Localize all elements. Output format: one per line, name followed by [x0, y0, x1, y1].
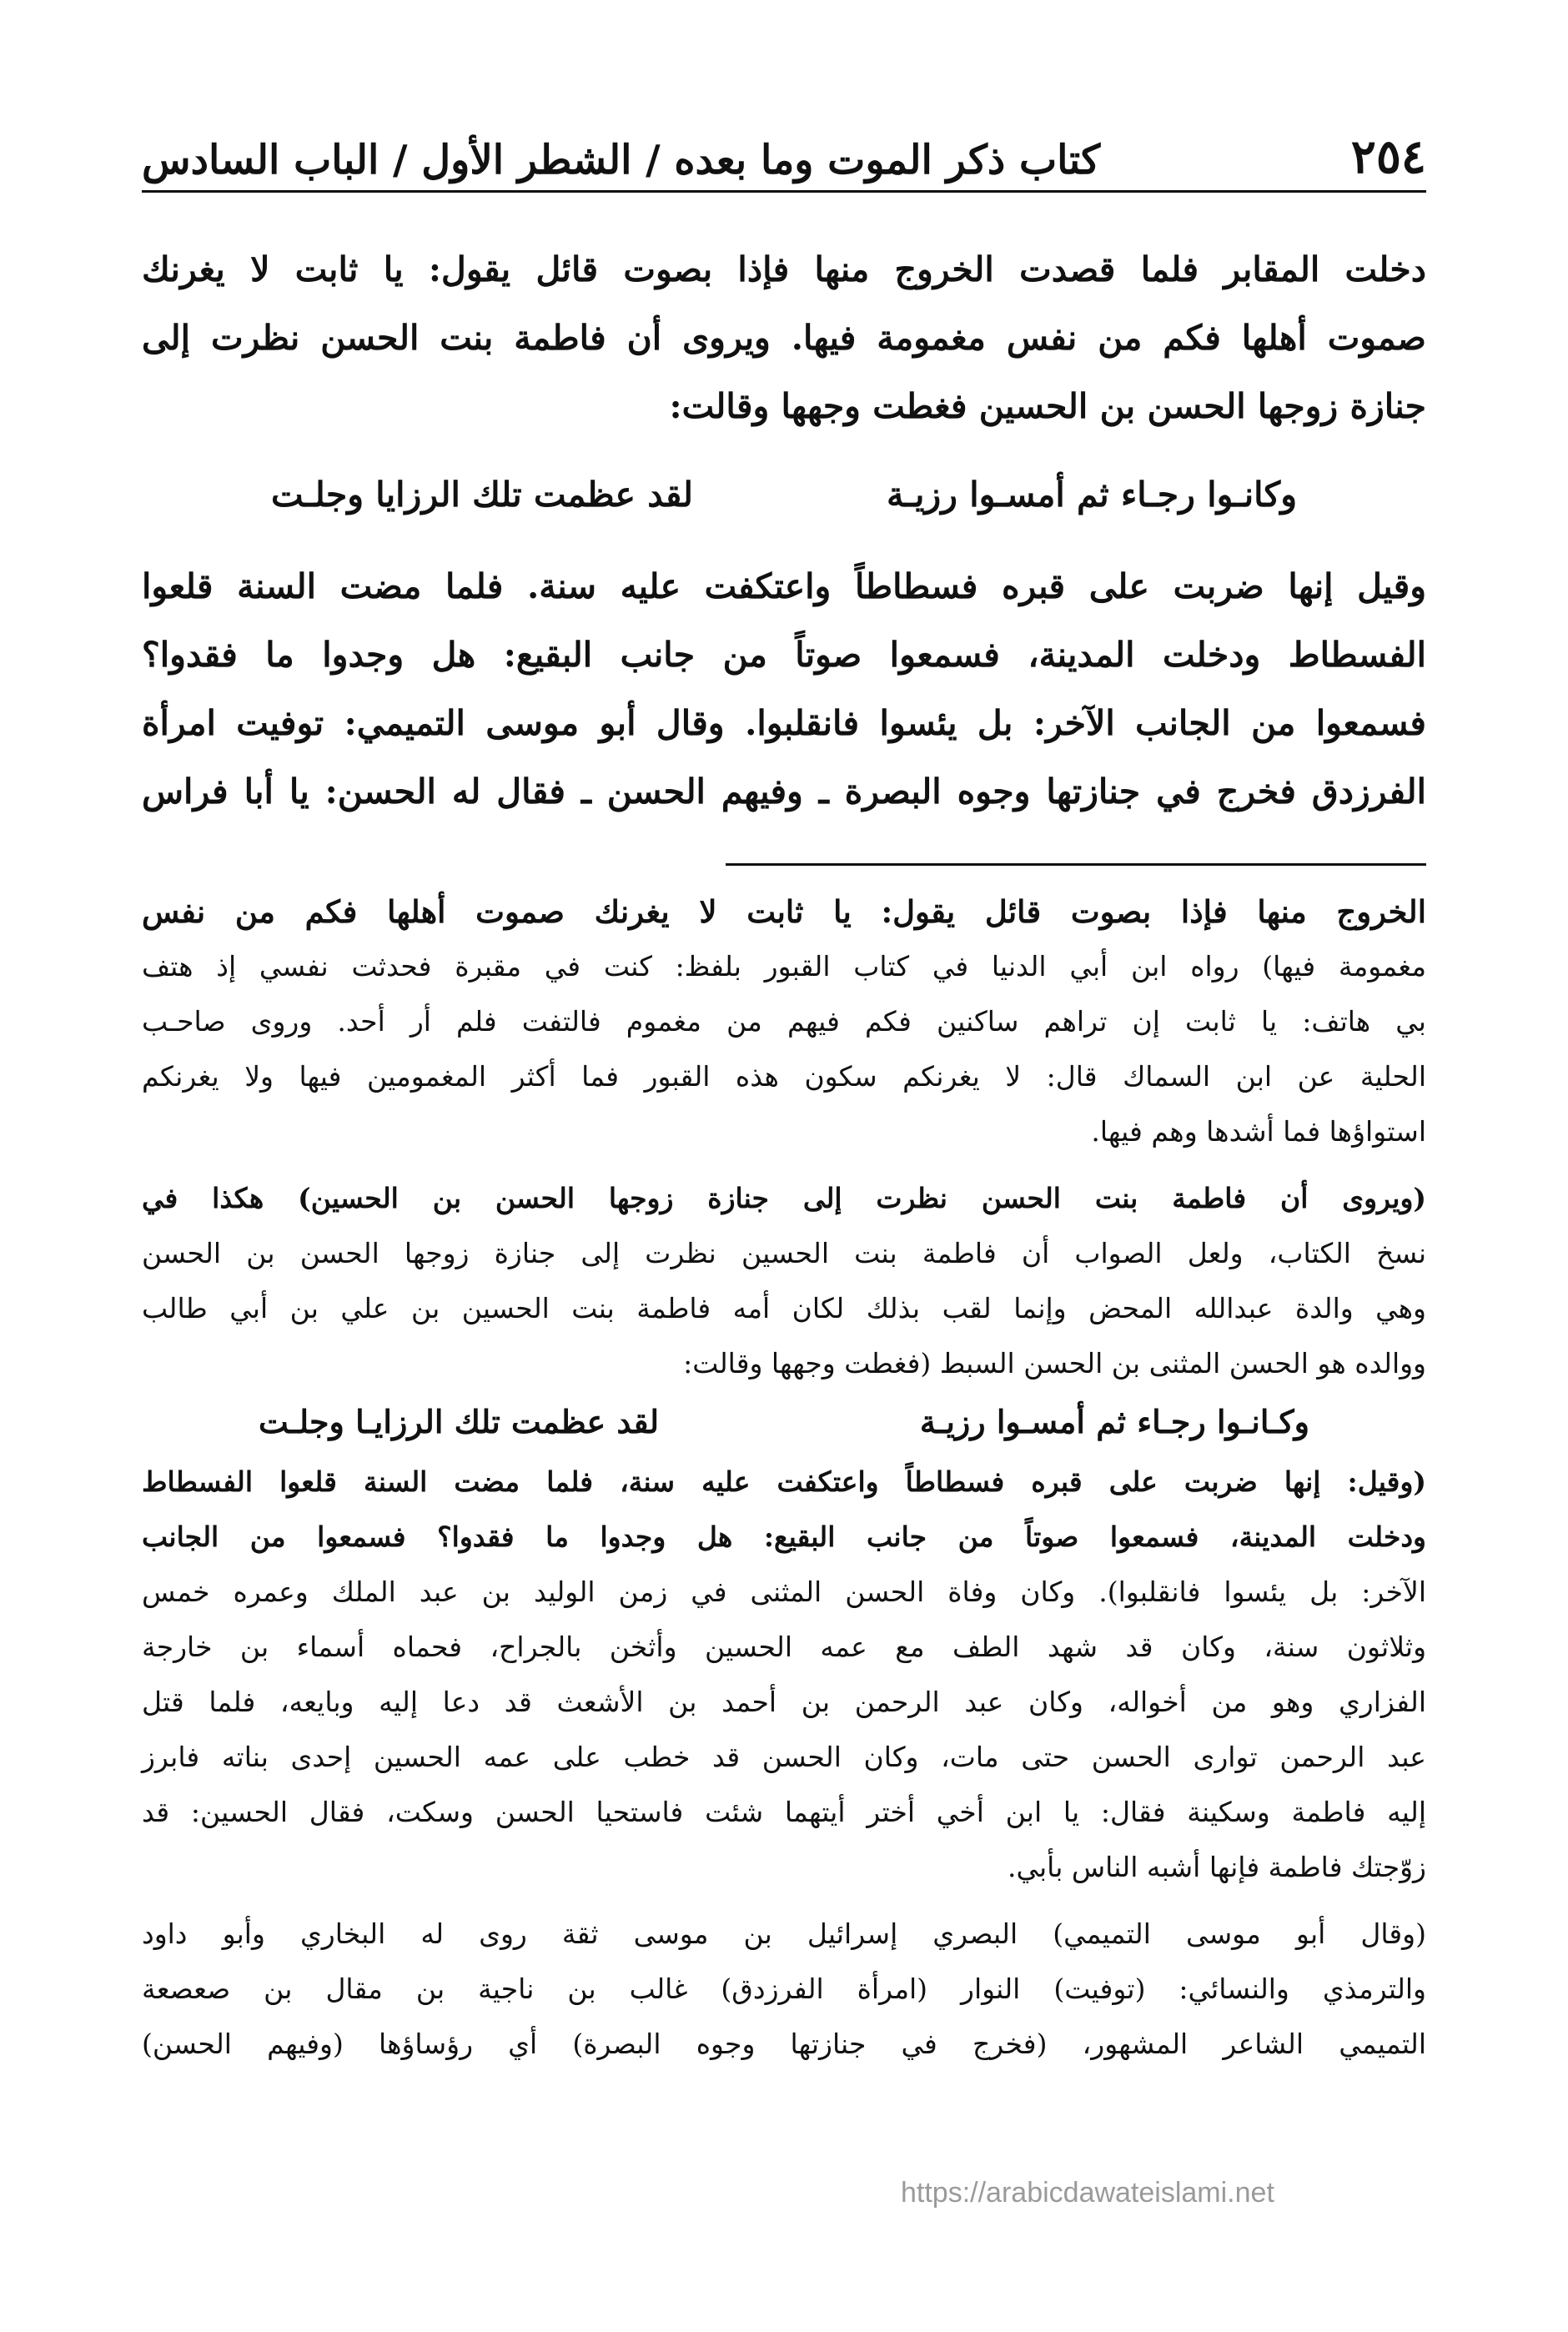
- main-paragraph-2: [142, 552, 1426, 826]
- note-line: مغمومة فيها) رواه ابن أبي الدنيا في كتاب القبور بلفظ: كنت في مقبرة فحدثت نفسي إذ هتف: [142, 950, 1426, 983]
- page-number: ٢٥٤: [1350, 129, 1426, 184]
- note-line: (وقيل: إنها ضربت على قبره فسطاطاً واعتكفت عليه سنة، فلما مضت السنة قلعوا الفسطاط: [142, 1465, 1426, 1498]
- text-line: جنازة زوجها الحسن بن الحسين فغطت وجهها وقالت:: [669, 386, 1426, 426]
- note-block-1: [142, 884, 1426, 1159]
- page-header: [142, 115, 1426, 193]
- note-block-4: [142, 1907, 1426, 2072]
- verse-second-hemistich: لقد عظمت تلك الرزايـا وجلـت: [259, 1403, 660, 1440]
- note-line: عبد الرحمن توارى الحسن حتى مات، وكان الحسن قد خطب على عمه الحسين إحدى بناته فابرز: [142, 1741, 1426, 1773]
- note-line: ووالده هو الحسن المثنى بن الحسن السبط (فغطت وجهها وقالت:: [683, 1347, 1426, 1380]
- site-watermark: https://arabicdawateislami.net: [901, 2177, 1274, 2209]
- note-line: إليه فاطمة وسكينة فقال: يا ابن أخي أختر أيتهما شئت فاستحيا الحسن وسكت، فقال الحسين: قد: [142, 1796, 1426, 1828]
- text-line: صموت أهلها فكم من نفس مغمومة فيها. ويروى أن فاطمة بنت الحسن نظرت إلى: [142, 318, 1426, 358]
- note-line: الآخر: بل يئسوا فانقلبوا). وكان وفاة الحسن المثنى في زمن الوليد بن عبد الملك وعمره خمس: [142, 1576, 1426, 1608]
- text-line: وقيل إنها ضربت على قبره فسطاطاً واعتكفت عليه سنة. فلما مضت السنة قلعوا: [142, 566, 1426, 606]
- verse-second-hemistich: لقد عظمت تلك الرزايا وجلـت: [271, 475, 694, 515]
- note-line: الخروج منها فإذا بصوت قائل يقول: يا ثابت لا يغرنك صموت أهلها فكم من نفس: [142, 893, 1426, 930]
- note-line: التميمي الشاعر المشهور، (فخرج في جنازتها وجوه البصرة) أي رؤساؤها (وفيهم الحسن): [142, 2028, 1426, 2060]
- note-line: (وقال أبو موسى التميمي) البصري إسرائيل بن موسى ثقة روى له البخاري وأبو داود: [142, 1917, 1426, 1950]
- note-line: استواؤها فما أشدها وهم فيها.: [1091, 1115, 1426, 1148]
- main-verse: [142, 460, 1426, 529]
- text-line: دخلت المقابر فلما قصدت الخروج منها فإذا بصوت قائل يقول: يا ثابت لا يغرنك: [142, 249, 1426, 289]
- footnote-divider: [726, 863, 1426, 866]
- note-line: (ويروى أن فاطمة بنت الحسن نظرت إلى جنازة زوجها الحسن بن الحسين) هكذا في: [142, 1182, 1426, 1214]
- note-line: زوّجتك فاطمة فإنها أشبه الناس بأبي.: [1007, 1851, 1426, 1883]
- note-line: وثلاثون سنة، وكان قد شهد الطف مع عمه الحسين وأثخن بالجراح، فحماه أسماء بن خارجة: [142, 1631, 1426, 1663]
- text-line: الفرزدق فخرج في جنازتها وجوه البصرة ـ وفيهم الحسن ـ فقال له الحسن: يا أبا فراس: [142, 771, 1426, 812]
- note-block-3: [142, 1455, 1426, 1895]
- note-line: الفزاري وهو من أخواله، وكان عبد الرحمن بن أحمد بن الأشعث قد دعا إليه وبايعه، فلما قتل: [142, 1686, 1426, 1718]
- note-line: الحلية عن ابن السماك قال: لا يغرنكم سكون هذه القبور فما أكثر المغمومين فيها ولا يغرنكم: [142, 1060, 1426, 1093]
- verse-first-hemistich: وكـانـوا رجـاء ثم أمسـوا رزيـة: [919, 1403, 1309, 1440]
- text-line: فسمعوا من الجانب الآخر: بل يئسوا فانقلبوا. وقال أبو موسى التميمي: توفيت امرأة: [142, 703, 1426, 743]
- note-verse: [142, 1395, 1426, 1450]
- verse-first-hemistich: وكانـوا رجـاء ثم أمسـوا رزيـة: [886, 475, 1297, 515]
- main-text: [142, 235, 1426, 826]
- main-paragraph-1: [142, 235, 1426, 440]
- note-line: والترمذي والنسائي: (توفيت) النوار (امرأة الفرزدق) غالب بن ناجية بن مقال بن صعصعة: [142, 1973, 1426, 2005]
- note-line: بي هاتف: يا ثابت إن تراهم ساكنين فكم فيهم من مغموم فالتفت فلم أر أحد. وروى صاحـب: [142, 1005, 1426, 1038]
- running-title: كتاب ذكر الموت وما بعده / الشطر الأول / الباب السادس: [142, 137, 1101, 183]
- note-line: وهي والدة عبدالله المحض وإنما لقب بذلك لكان أمه فاطمة بنت الحسين بن علي بن أبي طالب: [142, 1292, 1426, 1324]
- text-line: الفسطاط ودخلت المدينة، فسمعوا صوتاً من جانب البقيع: هل وجدوا ما فقدوا؟: [142, 635, 1426, 675]
- note-line: نسخ الكتاب، ولعل الصواب أن فاطمة بنت الحسين نظرت إلى جنازة زوجها الحسن بن الحسن: [142, 1237, 1426, 1269]
- commentary-notes: [142, 884, 1426, 2083]
- note-line: ودخلت المدينة، فسمعوا صوتاً من جانب البقيع: هل وجدوا ما فقدوا؟ فسمعوا من الجانب: [142, 1520, 1426, 1553]
- note-block-2: [142, 1171, 1426, 1391]
